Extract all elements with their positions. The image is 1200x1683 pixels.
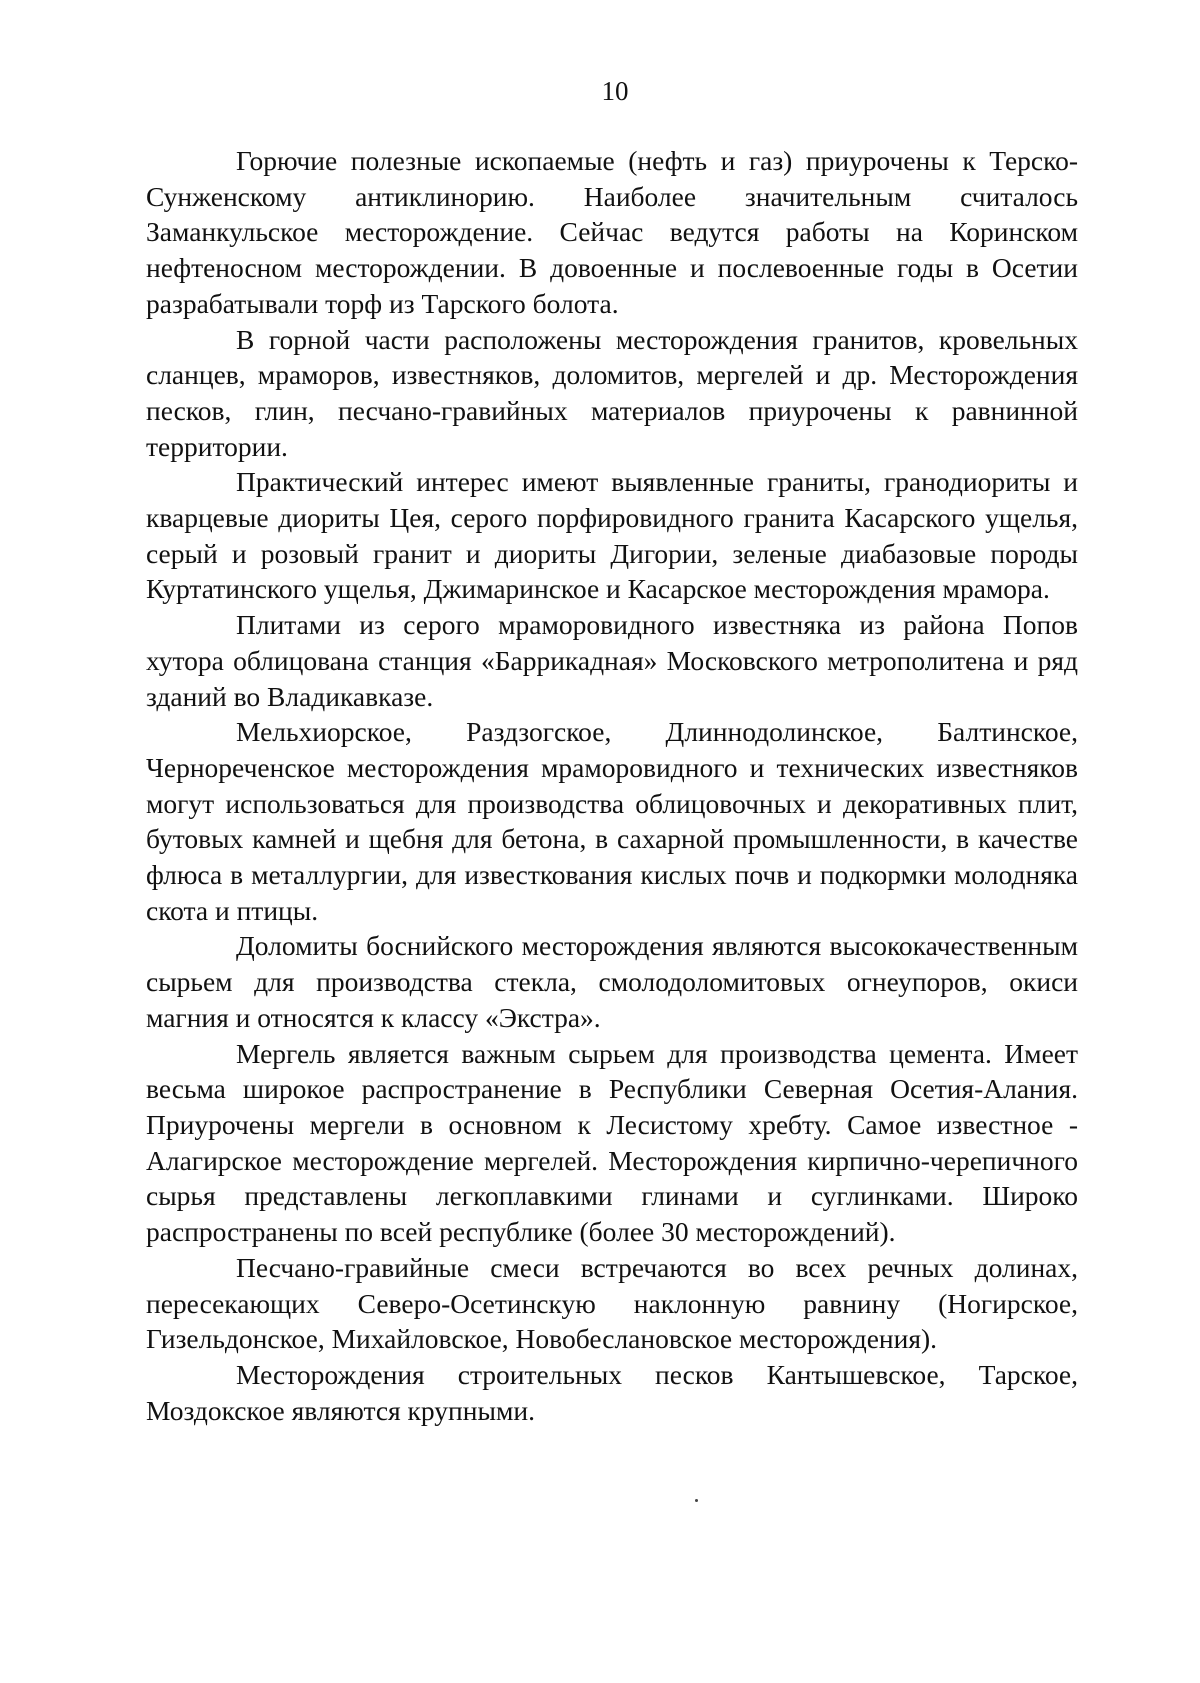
document-body [146, 143, 1078, 1428]
paragraph-limestone-deposits: Мельхиорское, Раздзогское, Длиннодолинское, Балтинское, Чернореченское месторождения мраморовидного и технических известняков могут использоваться для производства облицовочных и декоративных плит, бутовых камней и щебня для бетона, в сахарной промышленности, в качестве флюса в металлургии, для известкования кислых почв и подкормки молодняка скота и птицы. [146, 716, 1078, 926]
paragraph-dolomites: Доломиты боснийского месторождения являются высококачественным сырьем для производства стекла, смолодоломитовых огнеупоров, окиси магния и относятся к классу «Экстра». [146, 930, 1078, 1033]
paragraph-marl: Мергель является важным сырьем для производства цемента. Имеет весьма широкое распространение в Республики Северная Осетия-Алания. Приурочены мергели в основном к Лесистому хребту. Самое известное - Алагирское месторождение мергелей. Месторождения кирпично-черепичного сырья представлены легкоплавкими глинами и суглинками. Широко распространены по всей республике (более 30 месторождений). [146, 1037, 1078, 1248]
paragraph-granites: Практический интерес имеют выявленные граниты, гранодиориты и кварцевые диориты Цея, серого порфировидного гранита Касарского ущелья, серый и розовый гранит и диориты Дигории, зеленые диабазовые породы Куртатинского ущелья, Джимаринское и Касарское месторождения мрамора. [146, 466, 1078, 605]
paragraph-building-sands: Месторождения строительных песков Кантышевское, Тарское, Моздокское являются крупными. [146, 1358, 1078, 1426]
paragraph-mountain-deposits: В горной части расположены месторождения гранитов, кровельных сланцев, мраморов, известняков, доломитов, мергелей и др. Месторождения песков, глин, песчано-гравийных материалов приурочены к равнинной территории. [146, 323, 1078, 462]
page-number: 10 [601, 76, 629, 106]
paragraph-fossil-fuels: Горючие полезные ископаемые (нефть и газ) приурочены к Терско-Сунженскому антиклинорию. Наиболее значительным считалось Заманкульское месторождение. Сейчас ведутся работы на Коринском нефтеносном месторождении. В довоенные и послевоенные годы в Осетии разрабатывали торф из Тарского болота. [146, 145, 1078, 319]
scan-speck [695, 1499, 698, 1502]
paragraph-sand-gravel: Песчано-гравийные смеси встречаются во всех речных долинах, пересекающих Северо-Осетинскую наклонную равнину (Ногирское, Гизельдонское, Михайловское, Новобеслановское месторождения). [146, 1251, 1078, 1355]
paragraph-limestone-slabs: Плитами из серого мраморовидного известняка из района Попов хутора облицована станция «Баррикадная» Московского метрополитена и ряд зданий во Владикавказе. [146, 609, 1078, 712]
